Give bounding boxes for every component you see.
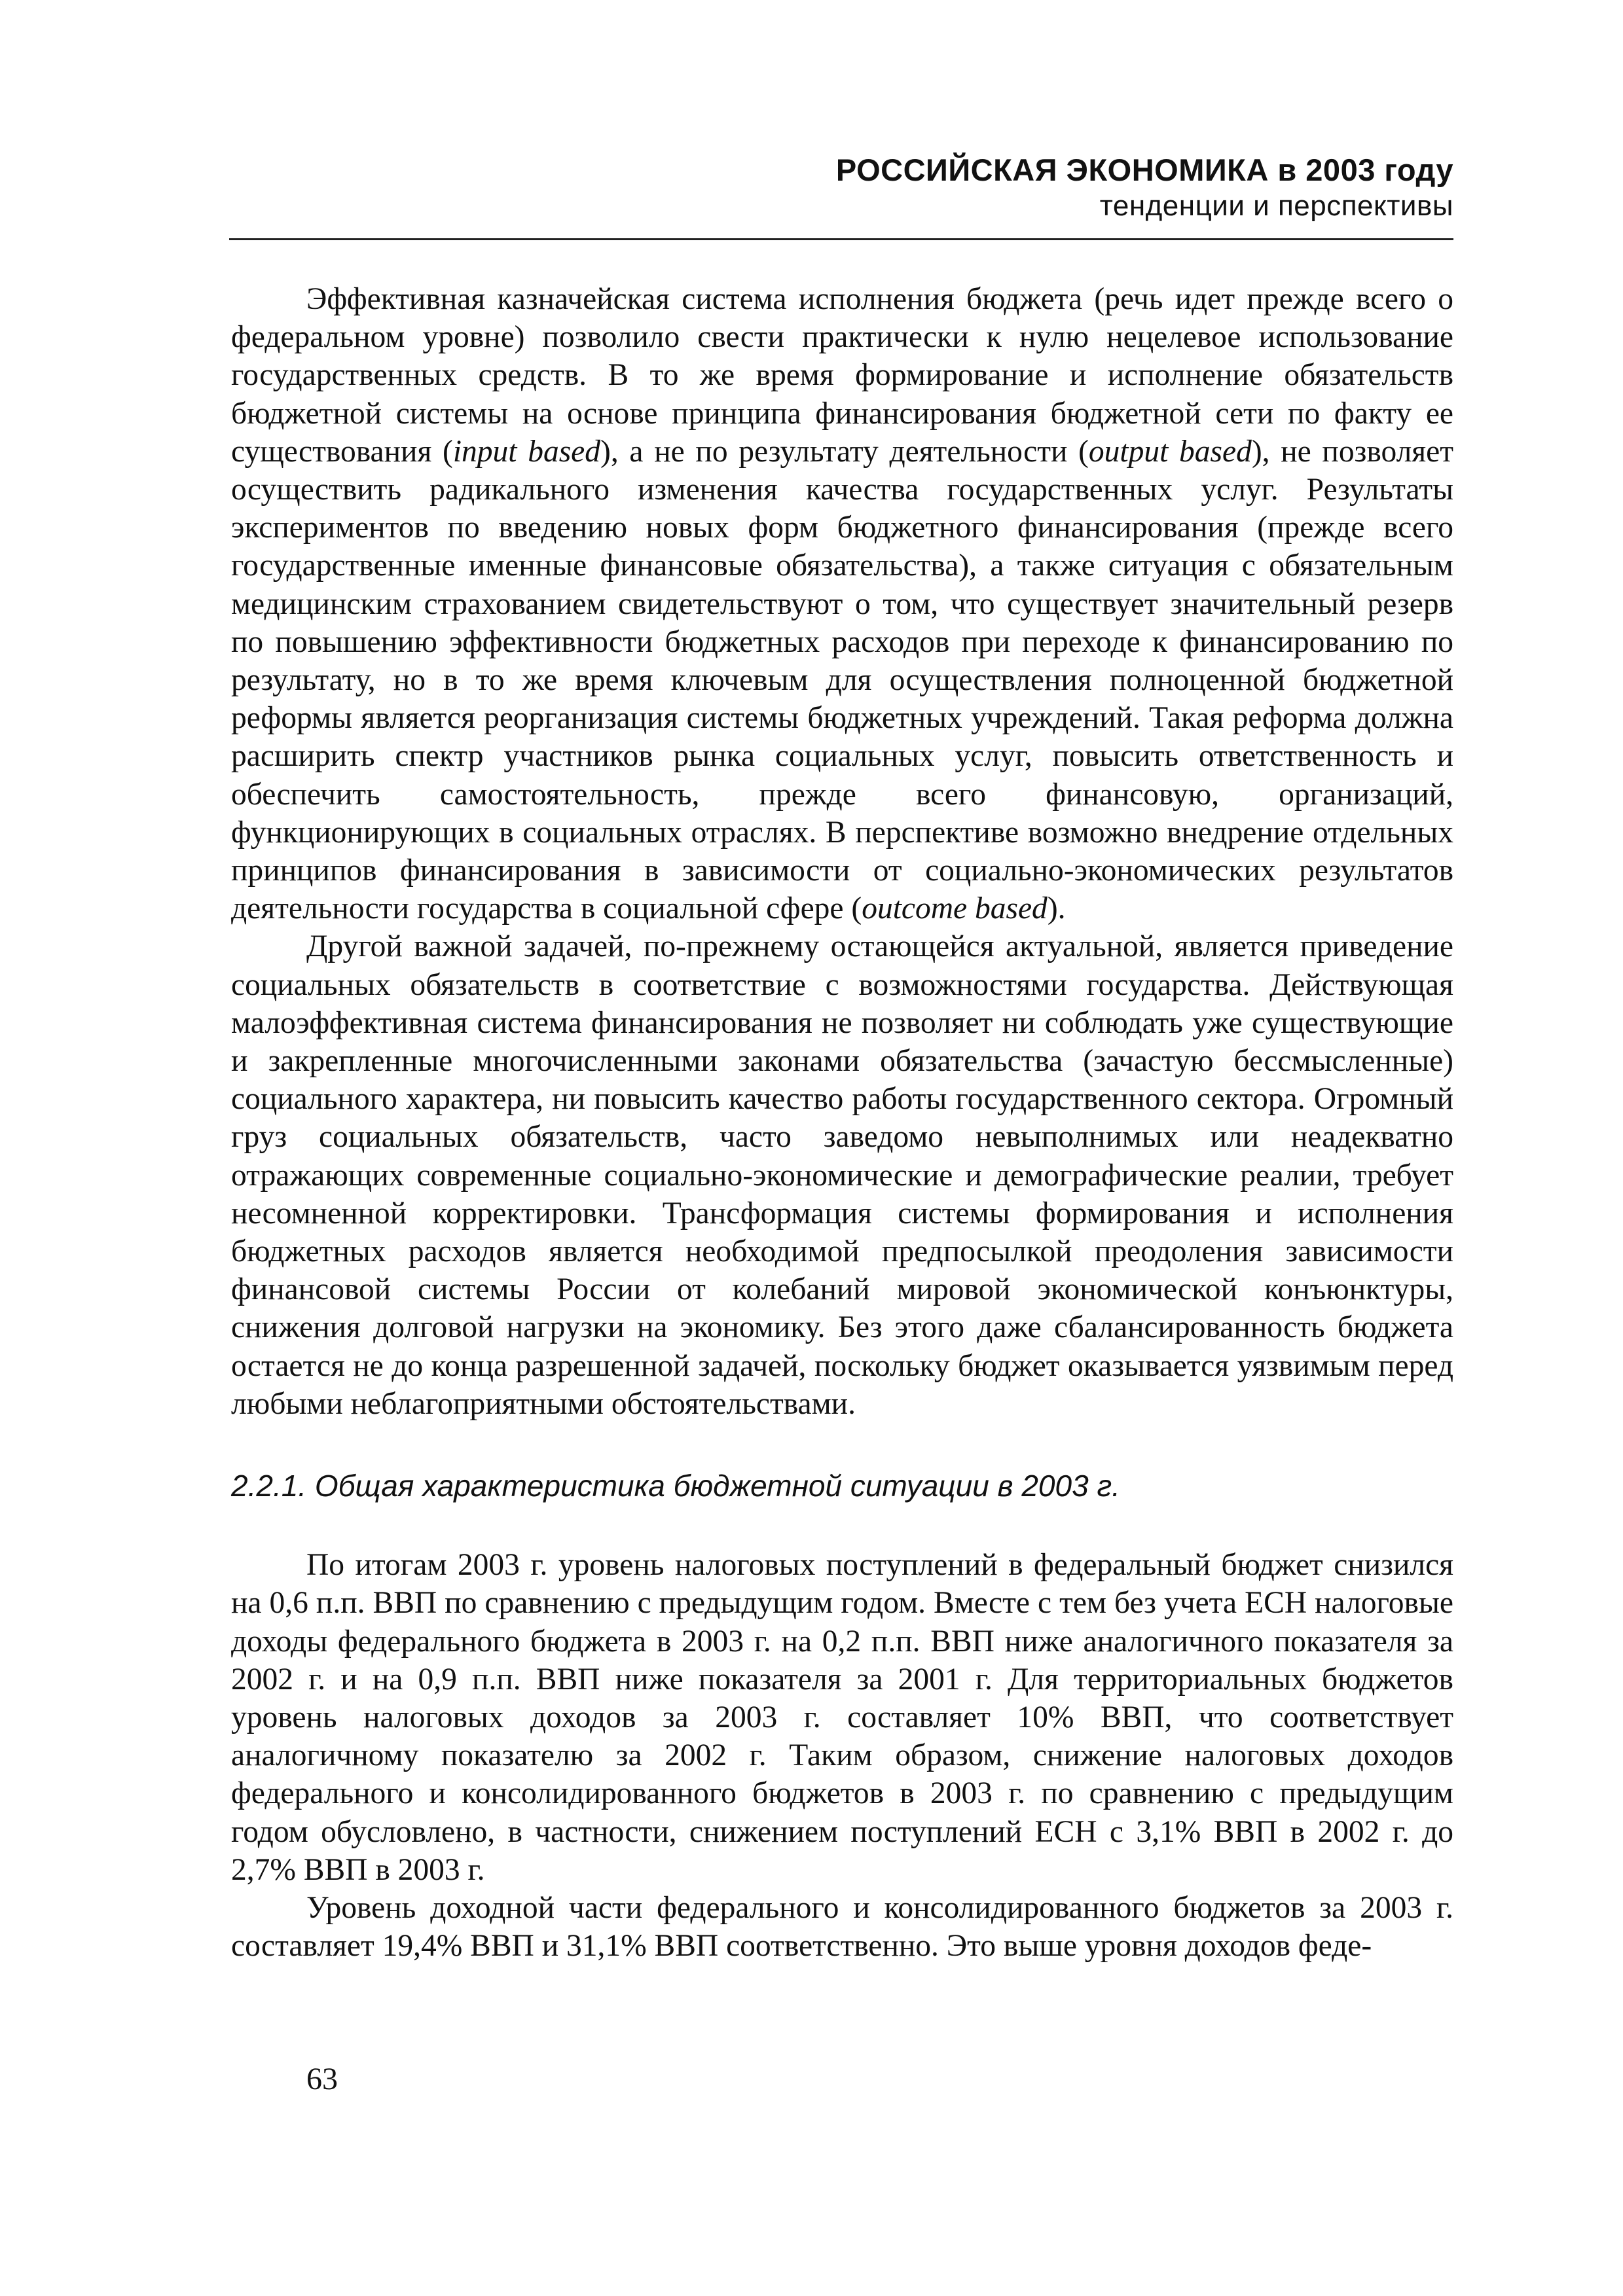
running-header-subtitle: тенденции и перспективы [1099, 190, 1453, 222]
body-text [231, 280, 1453, 1965]
section-heading: 2.2.1. Общая характеристика бюджетной ситуации в 2003 г. [231, 1469, 1120, 1503]
page-number: 63 [306, 2062, 338, 2096]
paragraph-text: ), а не по результату деятельности ( [600, 434, 1089, 469]
paragraph-text: ), не позволяет осуществить радикального изменения качества государственных услуг. Результаты экспериментов по введению новых форм бюджетного финансирования (прежде всего государственные именные финансовые обязательства), а также ситуация с обязательным медицинским страхованием свидетельствуют о том, что существует значительный резерв по повышению эффективности бюджетных расходов при переходе к финансированию по результату, но в то же время ключевым для осуществления полноценной бюджетной реформы является реорганизация системы бюджетных учреждений. Такая реформа должна расширить спектр участников рынка социальных услуг, повысить ответственность и обеспечить самостоятельность, прежде всего финансовую, организаций, функционирующих в социальных отраслях. В перспективе возможно внедрение отдельных принципов финансирования в зависимости от социально-экономических результатов деятельности государства в социальной сфере ( [231, 434, 1453, 926]
running-header [229, 152, 1453, 224]
paragraph-text: Эффективная казначейская система исполнения бюджета (речь идет прежде всего о федеральном уровне) позволило свести практически к нулю нецелевое использование государственных средств. В то же время формирование и исполнение обязательств бюджетной системы на основе принципа финансирования бюджетной сети по факту ее существования ( [231, 282, 1453, 469]
term-input-based: input based [452, 434, 601, 469]
paragraph-revenue-level: Уровень доходной части федерального и консолидированного бюджетов за 2003 г. составляет 19,4% ВВП и 31,1% ВВП соответственно. Это выше уровня доходов феде- [231, 1890, 1453, 1964]
term-output-based: output based [1088, 434, 1252, 469]
header-divider [229, 238, 1453, 240]
paragraph-treasury-system [231, 280, 1453, 927]
paragraph-tax-revenues: По итогам 2003 г. уровень налоговых поступлений в федеральный бюджет снизился на 0,6 п.п. ВВП по сравнению с предыдущим годом. Вместе с тем без учета ЕСН налоговые доходы федерального бюджета в 2003 г. на 0,2 п.п. ВВП ниже аналогичного показателя за 2002 г. и на 0,9 п.п. ВВП ниже показателя за 2001 г. Для территориальных бюджетов уровень налоговых доходов за 2003 г. составляет 10% ВВП, что соответствует аналогичному показателю за 2002 г. Таким образом, снижение налоговых доходов федерального и консолидированного бюджетов в 2003 г. по сравнению с предыдущим годом обусловлено, в частности, снижением поступлений ЕСН с 3,1% ВВП в 2002 г. до 2,7% ВВП в 2003 г. [231, 1548, 1453, 1887]
paragraph-text: ). [1047, 891, 1066, 926]
running-header-title: РОССИЙСКАЯ ЭКОНОМИКА в 2003 году [835, 152, 1453, 187]
paragraph-social-obligations: Другой важной задачей, по-прежнему остающейся актуальной, является приведение социальных обязательств в соответствие с возможностями государства. Действующая малоэффективная система финансирования не позволяет ни соблюдать уже существующие и закрепленные многочисленными законами обязательства (зачастую бессмысленные) социального характера, ни повысить качество работы государственного сектора. Огромный груз социальных обязательств, часто заведомо невыполнимых или неадекватно отражающих современные социально-экономические и демографические реалии, требует несомненной корректировки. Трансформация системы формирования и исполнения бюджетных расходов является необходимой предпосылкой преодоления зависимости финансовой системы России от колебаний мировой экономической конъюнктуры, снижения долговой нагрузки на экономику. Без этого даже сбалансированность бюджета остается не до конца разрешенной задачей, поскольку бюджет оказывается уязвимым перед любыми неблагоприятными обстоятельствами. [231, 929, 1453, 1421]
term-outcome-based: outcome based [862, 891, 1048, 926]
